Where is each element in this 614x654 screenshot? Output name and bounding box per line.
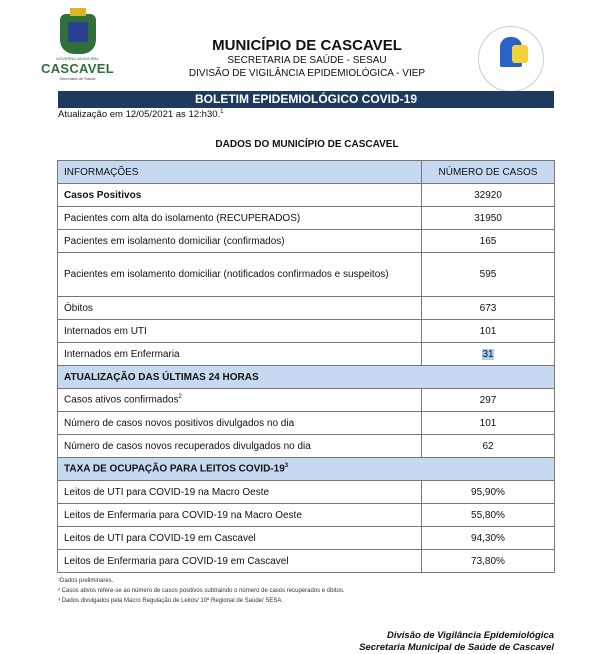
section-label	[58, 458, 555, 481]
footnote: ³ Dados divulgados pela Macro Regulação de Leitos/ 10ª Regional de Saúde/ SESA.	[58, 598, 284, 604]
footnote-ref: 3	[284, 463, 289, 470]
table-row	[58, 550, 555, 573]
signature-line: Divisão de Vigilância Epidemiológica	[386, 630, 554, 641]
row-label: Pacientes com alta do isolamento (RECUPERADOS)	[58, 207, 422, 230]
header-info: INFORMAÇÕES	[58, 161, 422, 184]
table-row	[58, 297, 555, 320]
logo-top-text: GOVERNO MUNICIPAL	[55, 56, 100, 61]
signature-line: Secretaria Municipal de Saúde de Cascavel	[359, 642, 554, 653]
subtitle-secretaria: SECRETARIA DE SAÚDE - SESAU	[227, 55, 387, 66]
table-row	[58, 504, 555, 527]
row-label: Pacientes em isolamento domiciliar (notificados confirmados e suspeitos)	[58, 253, 422, 297]
row-label	[58, 389, 422, 412]
row-value	[422, 343, 555, 366]
table-row	[58, 435, 555, 458]
subtitle-divisao: DIVISÃO DE VIGILÂNCIA EPIDEMIOLÓGICA - VIEP	[188, 68, 426, 79]
row-label: Número de casos novos recuperados divulgados no dia	[58, 435, 422, 458]
row-value: 32920	[422, 184, 555, 207]
row-label: Casos Positivos	[58, 184, 422, 207]
row-value: 62	[422, 435, 555, 458]
logo-sub: Secretaria de Saúde	[59, 76, 96, 81]
bulletin-banner: BOLETIM EPIDEMIOLÓGICO COVID-19	[58, 91, 554, 108]
table-row	[58, 389, 555, 412]
section-row	[58, 458, 555, 481]
footnote-ref: 1	[220, 109, 224, 115]
table-row	[58, 412, 555, 435]
update-text	[58, 109, 224, 120]
section-label: ATUALIZAÇÃO DAS ÚLTIMAS 24 HORAS	[58, 366, 555, 389]
row-label: Internados em Enfermaria	[58, 343, 422, 366]
row-label: Leitos de Enfermaria para COVID-19 na Macro Oeste	[58, 504, 422, 527]
section-row	[58, 366, 555, 389]
table-row	[58, 184, 555, 207]
footnote: ² Casos ativos refere-se ao número de casos positivos subtraindo o número de casos recuperados e óbitos.	[58, 588, 345, 594]
row-value: 95,90%	[422, 481, 555, 504]
row-value: 94,30%	[422, 527, 555, 550]
row-value: 73,80%	[422, 550, 555, 573]
data-table	[57, 160, 555, 573]
row-label: Leitos de UTI para COVID-19 na Macro Oeste	[58, 481, 422, 504]
row-label: Óbitos	[58, 297, 422, 320]
row-value: 673	[422, 297, 555, 320]
table-header	[58, 161, 555, 184]
table-row	[58, 253, 555, 297]
row-value: 595	[422, 253, 555, 297]
table-row	[58, 207, 555, 230]
section-title: DADOS DO MUNICÍPIO DE CASCAVEL	[215, 139, 399, 150]
row-value: 101	[422, 320, 555, 343]
table-row	[58, 481, 555, 504]
update-label: Atualização em 12/05/2021 as 12:h30.	[58, 109, 221, 121]
row-label: Leitos de UTI para COVID-19 em Cascavel	[58, 527, 422, 550]
logo-name: CASCAVEL	[41, 61, 114, 76]
table-row	[58, 230, 555, 253]
row-label: Número de casos novos positivos divulgados no dia	[58, 412, 422, 435]
row-value: 55,80%	[422, 504, 555, 527]
row-label: Leitos de Enfermaria para COVID-19 em Cascavel	[58, 550, 422, 573]
row-value: 297	[422, 389, 555, 412]
row-value: 165	[422, 230, 555, 253]
section-label-text: TAXA DE OCUPAÇÃO PARA LEITOS COVID-19	[64, 463, 285, 475]
table-row	[58, 343, 555, 366]
row-label-text: Casos ativos confirmados	[64, 394, 179, 406]
header-cases: NÚMERO DE CASOS	[422, 161, 555, 184]
page-title: MUNICÍPIO DE CASCAVEL	[212, 37, 402, 54]
footnote-ref: 2	[178, 394, 182, 401]
row-label: Internados em UTI	[58, 320, 422, 343]
row-label: Pacientes em isolamento domiciliar (confirmados)	[58, 230, 422, 253]
row-value: 101	[422, 412, 555, 435]
table-row	[58, 527, 555, 550]
selected-value: 31	[482, 348, 494, 360]
table-row	[58, 320, 555, 343]
footnote: ¹Dados preliminares.	[58, 578, 114, 584]
row-value: 31950	[422, 207, 555, 230]
